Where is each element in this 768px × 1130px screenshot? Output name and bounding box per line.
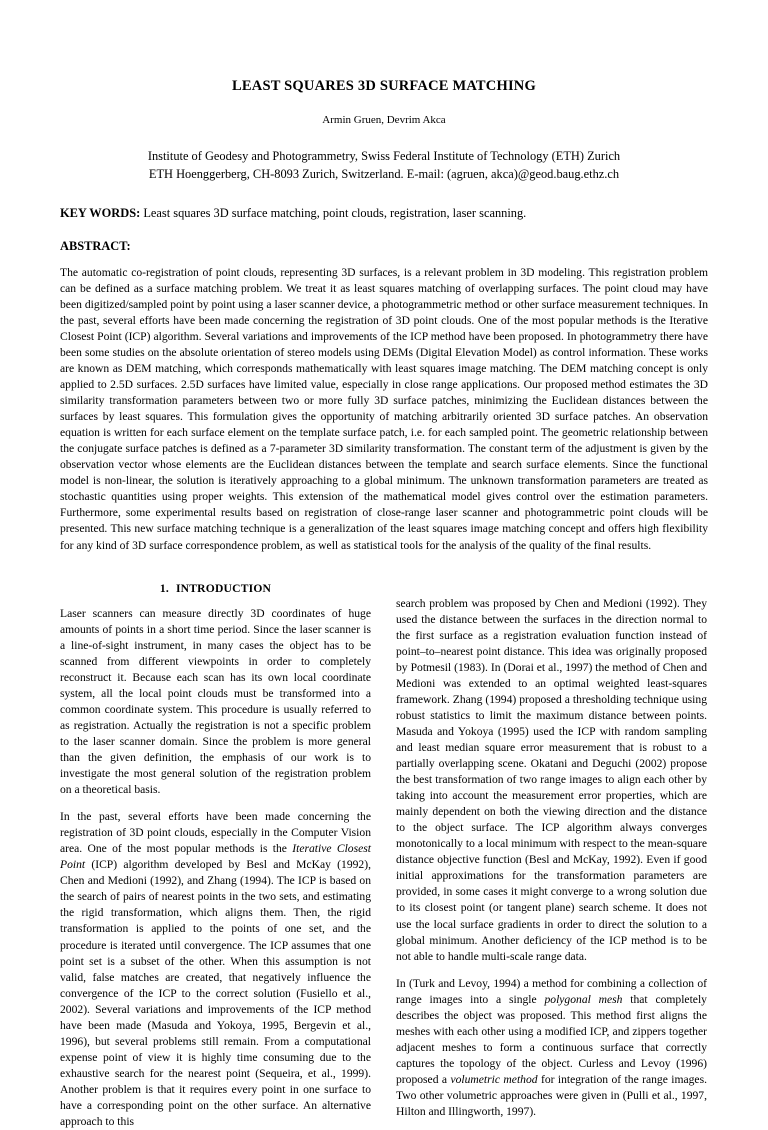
paragraph: Laser scanners can measure directly 3D coordinates of huge amounts of points in a short time period. Since the laser scanner is a line-of-sight instrument, in many cases the object has to be scanned from different viewpoints in order to completely reconstruct it. Because each scan has its own local coordinate system, all the local point clouds must be transformed into a common coordinate system. This procedure is usually referred to as registration. Actually the registration is not a specific problem to the laser scanner domain. Since the problem is more general than the given definition, the emphasis of our work is to investigate the most general solution of the registration problem on a theoretical basis. — [60, 606, 371, 797]
abstract-label: ABSTRACT: — [60, 238, 131, 253]
keywords-line — [60, 205, 708, 222]
emphasis-iterative-closest-point: Iterative Closest Point — [60, 842, 371, 872]
text-run: for integration of the range images. Two other volumetric approaches were given in (Pulli et al., 1997, Hilton and Illingworth, 1997). — [396, 1072, 707, 1119]
section-title: INTRODUCTION — [175, 581, 272, 595]
affiliation-line-1: Institute of Geodesy and Photogrammetry, Swiss Federal Institute of Technology (ETH) Zurich — [147, 149, 621, 164]
page-title: LEAST SQUARES 3D SURFACE MATCHING — [232, 78, 536, 94]
author-list: Armin Gruen, Devrim Akca — [322, 114, 446, 127]
affiliation-block — [60, 148, 708, 183]
column-top-spacer — [396, 574, 707, 596]
emphasis-polygonal-mesh: polygonal mesh — [544, 992, 623, 1006]
column-left — [60, 574, 371, 1130]
text-run: (ICP) algorithm developed by Besl and McKay (1992), Chen and Medioni (1992), and Zhang (1994). The ICP is based on the search of pairs of nearest points in the two sets, and estimating the rigid transformation, which aligns them. Then, the rigid transformation is applied to the points of one set, and the procedure is iterated until convergence. The ICP assumes that one point set is a subset of the other. When this assumption is not valid, false matches are created, that negatively influence the convergence of the ICP to the correct solution (Fusiello et al., 2002). Several variations and improvements of the ICP method have been made (Masuda and Yokoya, 1995, Bergevin et al., 1996), but several problems still remain. From a computational expense point of view it is highly time consuming due to the exhaustive search for the nearest point (Sequeira, et al., 1999). Another problem is that it requires every point in one surface to have a corresponding point on the other surface. An alternative approach to this — [60, 858, 371, 1129]
paragraph: search problem was proposed by Chen and Medioni (1992). They used the distance between the surfaces in the direction normal to the first surface as a registration evaluation function instead of point–to–nearest point distance. This idea was originally proposed by Potmesil (1983). In (Dorai et al., 1997) the method of Chen and Medioni was extended to an optimal weighted least-squares framework. Zhang (1994) proposed a thresholding technique using robust statistics to limit the maximum distance between points. Masuda and Yokoya (1995) used the ICP with random sampling and least median square error measurement that is robust to a partially overlapping scene. Okatani and Deguchi (2002) propose the best transformation of two range images to align each other by taking into account the measurement error properties, which are mainly dependent on both the viewing direction and the distance to the object surface. The ICP algorithm always converges monotonically to a local minimum with respect to the mean-square distance objective function (Besl and McKay, 1992). Even if good initial approximations for the transformation parameters are provided, in some cases it might converge to a wrong solution due to its closest point (or tangent plane) search scheme. It does not use the local surface gradients in order to direct the solution to a global minimum. Another deficiency of the ICP method is to be not able to handle multi-scale range data. — [396, 596, 707, 963]
paragraph — [60, 809, 371, 1130]
emphasis-volumetric-method: volumetric method — [450, 1072, 538, 1086]
body-columns — [60, 574, 708, 1130]
affiliation-line-2: ETH Hoenggerberg, CH-8093 Zurich, Switzerland. E-mail: (agruen, akca)@geod.baug.ethz.ch — [148, 166, 620, 181]
keywords-label: KEY WORDS: — [60, 206, 141, 221]
section-heading-introduction — [60, 582, 371, 595]
column-right — [396, 574, 707, 1121]
text-run: that completely describes the object was proposed. This method first aligns the meshes with each other using a modified ICP, and zippers together adjacent meshes to form a continuous surface that correctly captures the topology of the object. Curless and Levoy (1996) proposed a — [396, 992, 707, 1086]
abstract-body: The automatic co-registration of point clouds, representing 3D surfaces, is a relevant problem in 3D modeling. This registration problem can be defined as a surface matching problem. We treat it as least squares matching of overlapping surfaces. The point cloud may have been digitized/sampled point by point using a laser scanner device, a photogrammetric method or other surface measurement techniques. In the past, several efforts have been made concerning the registration of 3D point clouds. One of the most popular methods is the Iterative Closest Point (ICP) algorithm. Several variations and improvements of the ICP method have been proposed. In photogrammetry there have been some studies on the absolute orientation of stereo models using DEMs (Digital Elevation Model) as control information. These works are known as DEM matching, which corresponds mathematically with least squares image matching. The DEM matching concept is only applied to 2.5D surfaces. 2.5D surfaces have limited value, especially in close range applications. Our proposed method estimates the 3D similarity transformation parameters between two or more fully 3D surface patches, minimizing the Euclidean distances between the surfaces by least squares. This formulation gives the opportunity of matching arbitrarily oriented 3D surface patches. An observation equation is written for each surface element on the template surface patch, i.e. for each sampled point. The geometric relationship between the conjugate surface patches is defined as a 7-parameter 3D similarity transformation. The constant term of the adjustment is given by the observation vector whose elements are the Euclidean distances between the template and search surface elements. Since the functional model is non-linear, the solution is iteratively approaching to a global minimum. The unknown transformation parameters are treated as stochastic quantities using proper weights. This extension of the mathematical model gives control over the estimation parameters. Furthermore, some experimental results based on registration of close-range laser scanner and photogrammetric point clouds will be presented. This new surface matching technique is a generalization of the least squares image matching concept and offers high flexibility for any kind of 3D surface correspondence problem, as well as statistical tools for the analysis of the quality of the final results. — [60, 265, 708, 552]
text-run: In (Turk and Levoy, 1994) a method for combining a collection of range images into a single — [396, 976, 707, 1006]
text-run: In the past, several efforts have been made concerning the registration of 3D point clouds, especially in the Computer Vision area. One of the most popular methods is the — [60, 810, 371, 856]
keywords-text: Least squares 3D surface matching, point clouds, registration, laser scanning. — [140, 206, 527, 221]
paragraph — [396, 976, 707, 1120]
section-number: 1. — [159, 581, 169, 595]
